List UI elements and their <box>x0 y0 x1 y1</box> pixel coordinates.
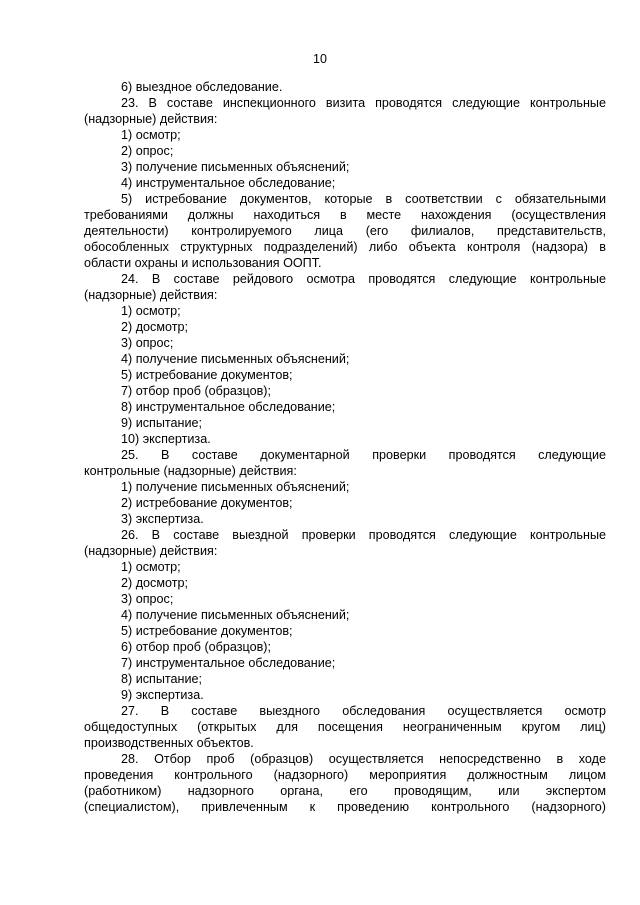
text-line: области охраны и использования ООПТ. <box>84 256 322 270</box>
text-line: (работником) надзорного органа, его проводящим, или экспертом <box>84 784 606 798</box>
text-line: 1) осмотр; <box>121 304 181 318</box>
text-line: проведения контрольного (надзорного) мероприятия должностным лицом <box>84 768 606 782</box>
document-body <box>84 79 606 815</box>
text-line: 3) опрос; <box>121 592 174 606</box>
text-line: 2) досмотр; <box>121 320 189 334</box>
page-number: 10 <box>313 52 327 66</box>
text-line: 6) выездное обследование. <box>121 80 283 94</box>
text-line: производственных объектов. <box>84 736 254 750</box>
text-line: 7) отбор проб (образцов); <box>121 384 271 398</box>
text-line: 9) испытание; <box>121 416 203 430</box>
text-line: 6) отбор проб (образцов); <box>121 640 271 654</box>
text-line: 4) получение письменных объяснений; <box>121 608 350 622</box>
text-line: 4) инструментальное обследование; <box>121 176 336 190</box>
text-line: (надзорные) действия: <box>84 112 218 126</box>
text-line: обособленных структурных подразделений) либо объекта контроля (надзора) в <box>84 240 606 254</box>
text-line: 5) истребование документов; <box>121 368 293 382</box>
text-line: 1) осмотр; <box>121 560 181 574</box>
text-line: 5) истребование документов; <box>121 624 293 638</box>
text-line: 5) истребование документов, которые в соответствии с обязательными <box>121 192 606 206</box>
text-line: 2) истребование документов; <box>121 496 293 510</box>
text-line: общедоступных (открытых для посещения неограниченным кругом лиц) <box>84 720 606 734</box>
text-line: деятельности) контролируемого лица (его филиалов, представительств, <box>84 224 606 238</box>
text-line: (надзорные) действия: <box>84 544 218 558</box>
text-line: 8) испытание; <box>121 672 203 686</box>
text-line: требованиями должны находиться в месте нахождения (осуществления <box>84 208 606 222</box>
text-line: 26. В составе выездной проверки проводятся следующие контрольные <box>121 528 606 542</box>
text-line: 24. В составе рейдового осмотра проводятся следующие контрольные <box>121 272 606 286</box>
text-line: 7) инструментальное обследование; <box>121 656 336 670</box>
text-line: 3) опрос; <box>121 336 174 350</box>
text-line: 3) экспертиза. <box>121 512 204 526</box>
text-line: контрольные (надзорные) действия: <box>84 464 297 478</box>
text-line: (специалистом), привлеченным к проведению контрольного (надзорного) <box>84 800 606 814</box>
text-line: 25. В составе документарной проверки проводятся следующие <box>121 448 606 462</box>
text-line: 2) опрос; <box>121 144 174 158</box>
text-line: (надзорные) действия: <box>84 288 218 302</box>
text-line: 4) получение письменных объяснений; <box>121 352 350 366</box>
text-line: 27. В составе выездного обследования осуществляется осмотр <box>121 704 606 718</box>
text-line: 28. Отбор проб (образцов) осуществляется непосредственно в ходе <box>121 752 606 766</box>
text-line: 1) получение письменных объяснений; <box>121 480 350 494</box>
text-line: 8) инструментальное обследование; <box>121 400 336 414</box>
text-line: 2) досмотр; <box>121 576 189 590</box>
text-line: 3) получение письменных объяснений; <box>121 160 350 174</box>
text-line: 23. В составе инспекционного визита проводятся следующие контрольные <box>121 96 606 110</box>
text-line: 9) экспертиза. <box>121 688 204 702</box>
text-line: 1) осмотр; <box>121 128 181 142</box>
text-line: 10) экспертиза. <box>121 432 211 446</box>
